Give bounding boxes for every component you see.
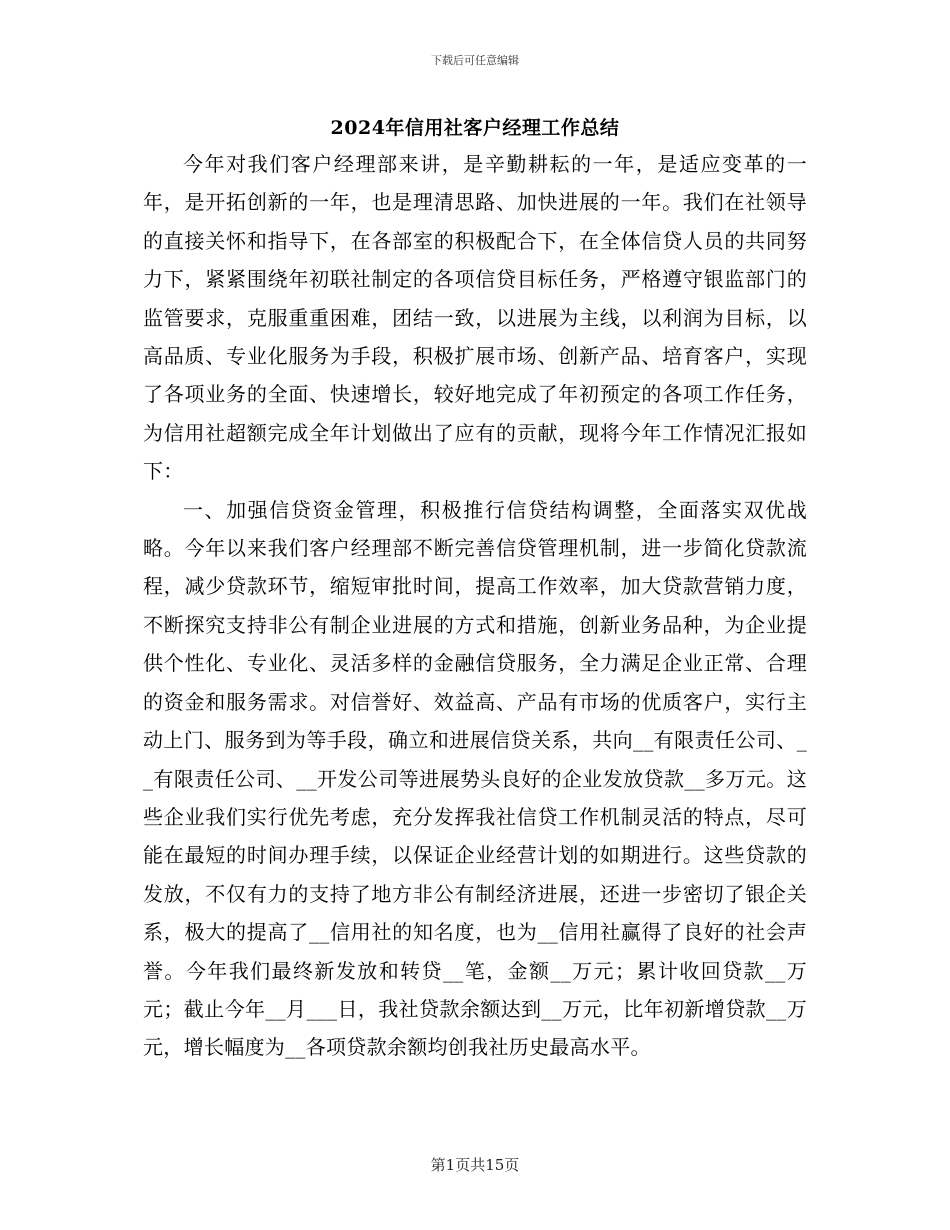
paragraph-intro: 今年对我们客户经理部来讲，是辛勤耕耘的一年，是适应变革的一年，是开拓创新的一年，也是理清思路、加快进展的一年。我们在社领导的直接关怀和指导下，在各部室的积极配合下，在全体信贷人员的共同努力下，紧紧围绕年初联社制定的各项信贷目标任务，严格遵守银监部门的监管要求，克服重重困难，团结一致，以进展为主线，以利润为目标，以高品质、专业化服务为手段，积极扩展市场、创新产品、培育客户，实现了各项业务的全面、快速增长，较好地完成了年初预定的各项工作任务，为信用社超额完成全年计划做出了应有的贡献，现将今年工作情况汇报如下： — [143, 152, 807, 484]
document-title: 2024年信用社客户经理工作总结 — [330, 117, 620, 139]
paragraph-section-1: 一、加强信贷资金管理，积极推行信贷结构调整，全面落实双优战略。今年以来我们客户经理部不断完善信贷管理机制，进一步简化贷款流程，减少贷款环节，缩短审批时间，提高工作效率，加大贷款营销力度，不断探究支持非公有制企业进展的方式和措施，创新业务品种，为企业提供个性化、专业化、灵活多样的金融信贷服务，全力满足企业正常、合理的资金和服务需求。对信誉好、效益高、产品有市场的优质客户，实行主动上门、服务到为等手段，确立和进展信贷关系，共向__有限责任公司、__有限责任公司、__开发公司等进展势头良好的企业发放贷款__多万元。这些企业我们实行优先考虑，充分发挥我社信贷工作机制灵活的特点，尽可能在最短的时间办理手续，以保证企业经营计划的如期进行。这些贷款的发放，不仅有力的支持了地方非公有制经济进展，还进一步密切了银企关系，极大的提高了__信用社的知名度，也为__信用社赢得了良好的社会声誉。今年我们最终新发放和转贷__笔，金额__万元；累计收回贷款__万元；截止今年__月___日，我社贷款余额达到__万元，比年初新增贷款__万元，增长幅度为__各项贷款余额均创我社历史最高水平。 — [143, 497, 807, 1060]
page-number: 第1页共15页 — [430, 1156, 520, 1174]
document-body — [143, 145, 807, 1067]
page-header-note: 下载后可任意编辑 — [431, 54, 519, 67]
